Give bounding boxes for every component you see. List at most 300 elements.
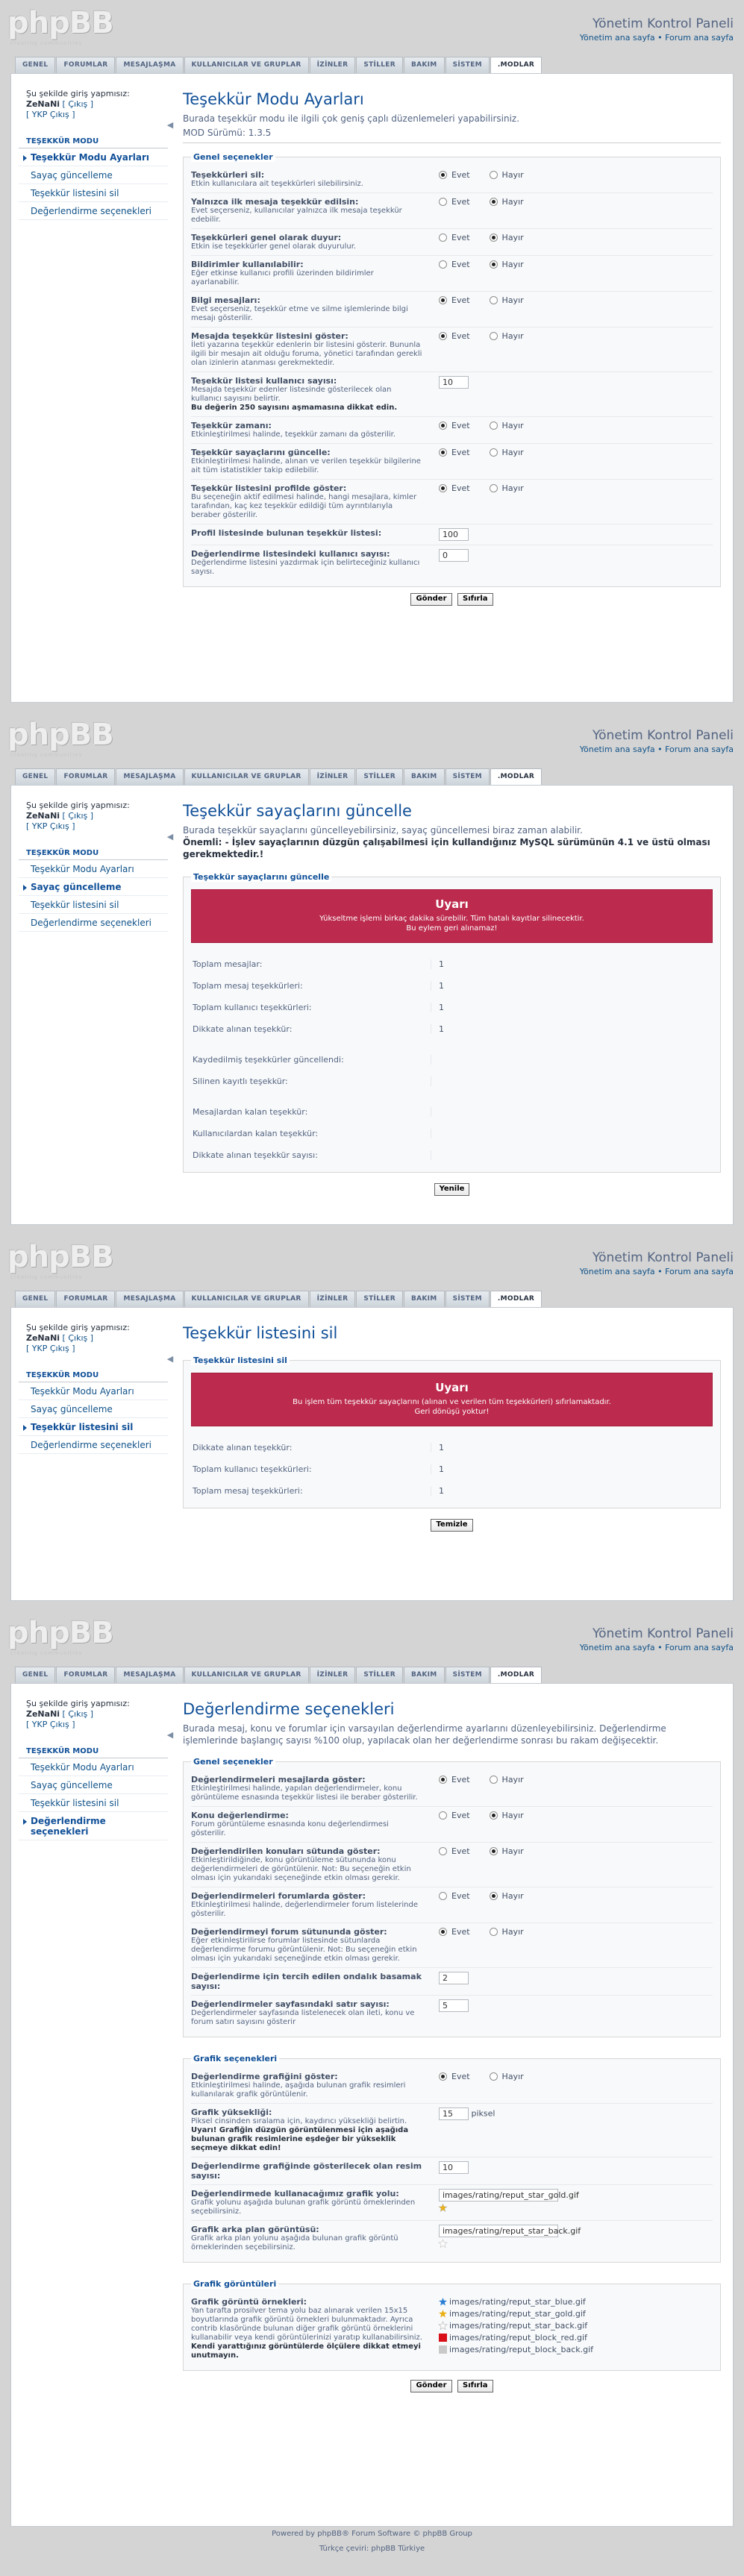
setting-label-block xyxy=(191,1891,431,1919)
image-samples-title: Grafik görüntü örnekleri: xyxy=(191,2297,307,2307)
sidebar xyxy=(19,89,174,220)
stat-row xyxy=(191,997,713,1018)
username[interactable]: ZeNaNi xyxy=(26,1333,60,1343)
tab-styles[interactable]: STİLLER xyxy=(356,1291,403,1308)
setting-title: Yalnızca ilk mesaja teşekkür edilsin: xyxy=(191,197,359,207)
header xyxy=(0,712,744,764)
panel-delete-list xyxy=(0,1234,744,1610)
stat-value: 1 xyxy=(439,1443,444,1452)
stat-label: Dikkate alınan teşekkür sayısı: xyxy=(191,1150,431,1160)
radio-no-label: Hayır xyxy=(501,421,524,430)
tab-maintenance[interactable]: BAKIM xyxy=(404,768,445,786)
setting-value xyxy=(431,1775,713,1802)
sidebar-item-delete-list[interactable]: Teşekkür listesini sil xyxy=(19,184,168,202)
sidebar-item-delete-list[interactable]: Teşekkür listesini sil xyxy=(19,1794,168,1812)
tab-permissions[interactable]: İZİNLER xyxy=(310,768,356,786)
reset-button[interactable]: Sıfırla xyxy=(457,593,493,606)
star-blue-icon xyxy=(439,2298,447,2306)
setting-label-block xyxy=(191,376,431,413)
radio-no[interactable] xyxy=(490,1846,524,1856)
star-gold-shape xyxy=(439,2310,447,2318)
radio-yes-button[interactable] xyxy=(439,1811,447,1820)
sidebar-item-counter-update[interactable]: Sayaç güncelleme xyxy=(19,166,168,184)
tab-forums[interactable]: FORUMLAR xyxy=(56,768,115,786)
graphic-images-fieldset xyxy=(183,2279,721,2371)
tab-maintenance[interactable]: BAKIM xyxy=(404,57,445,74)
radio-yes-label: Evet xyxy=(451,1927,470,1937)
stat-value xyxy=(431,1150,439,1160)
tab-messaging[interactable]: MESAJLAŞMA xyxy=(116,57,183,74)
submit-button[interactable]: Gönder xyxy=(410,593,451,606)
setting-value xyxy=(431,233,713,251)
warning-title: Uyarı xyxy=(435,1381,469,1394)
setting-label-block xyxy=(191,260,431,287)
username[interactable]: ZeNaNi xyxy=(26,99,60,109)
logo-subtitle: creating communities xyxy=(10,752,83,758)
setting-input[interactable]: 2 xyxy=(439,1972,469,1984)
setting-title: Teşekkür listesi kullanıcı sayısı: xyxy=(191,376,337,386)
radio-no-button[interactable] xyxy=(490,1811,498,1820)
page-title: Değerlendirme seçenekleri xyxy=(183,1700,395,1718)
stat-row xyxy=(191,1144,713,1166)
setting-description: Mesajda teşekkür edenler listesinde gösterilecek olan kullanıcı sayısını belirtir. xyxy=(191,386,392,403)
radio-no[interactable] xyxy=(490,1775,524,1784)
graphic-options-fieldset xyxy=(183,2054,721,2263)
header xyxy=(0,1610,744,1662)
radio-no-button[interactable] xyxy=(490,1892,498,1900)
radio-yes[interactable] xyxy=(439,421,470,430)
page-title: Teşekkür Modu Ayarları xyxy=(183,90,364,108)
setting-value xyxy=(431,2072,713,2099)
header-links[interactable]: Yönetim ana sayfa • Forum ana sayfa xyxy=(579,1267,734,1276)
radio-yes[interactable] xyxy=(439,1846,470,1856)
sidebar-item-counter-update[interactable]: Sayaç güncelleme xyxy=(19,878,168,896)
sidebar-item-settings[interactable]: Teşekkür Modu Ayarları xyxy=(19,860,168,878)
radio-yes-button[interactable] xyxy=(439,260,447,269)
phpbb-logo[interactable]: phpBB xyxy=(7,1240,113,1274)
radio-yes-button[interactable] xyxy=(439,448,447,457)
radio-yes-button[interactable] xyxy=(439,2072,447,2081)
sidebar-item-rating-options[interactable]: Değerlendirme seçenekleri xyxy=(19,202,168,220)
radio-no[interactable] xyxy=(490,448,524,457)
stat-row xyxy=(191,1049,713,1071)
stat-row xyxy=(191,975,713,997)
refresh-button[interactable]: Yenile xyxy=(434,1183,470,1196)
radio-yes[interactable] xyxy=(439,1775,470,1784)
setting-value xyxy=(431,528,713,541)
settings-rows xyxy=(191,166,713,580)
radio-no-button[interactable] xyxy=(490,171,498,179)
setting-title: Değerlendirme grafiğini göster: xyxy=(191,2072,338,2081)
radio-yes-label: Evet xyxy=(451,2072,470,2081)
setting-label-block xyxy=(191,1775,431,1802)
radio-no[interactable] xyxy=(490,295,524,305)
tab-bar xyxy=(15,1667,543,1684)
radio-yes[interactable] xyxy=(439,483,470,493)
acp-logout-link[interactable]: [ YKP Çıkış ] xyxy=(26,821,75,831)
tab-maintenance[interactable]: BAKIM xyxy=(404,1291,445,1308)
page-description: Burada teşekkür modu ile ilgili çok geniş çaplı düzenlemeleri yapabilirsiniz. xyxy=(183,113,520,124)
setting-row xyxy=(191,2185,713,2221)
setting-row xyxy=(191,545,713,580)
radio-yes-label: Evet xyxy=(451,421,470,430)
radio-yes-button[interactable] xyxy=(439,1892,447,1900)
setting-row xyxy=(191,1843,713,1887)
delete-list-fieldset xyxy=(183,1356,721,1508)
setting-title: Değerlendirmeyi forum sütununda göster: xyxy=(191,1927,387,1937)
fieldset-legend: Teşekkür listesini sil xyxy=(191,1356,290,1365)
radio-no[interactable] xyxy=(490,1927,524,1937)
submit-button[interactable]: Gönder xyxy=(410,2380,451,2392)
general-options-fieldset xyxy=(183,1757,721,2037)
radio-no[interactable] xyxy=(490,1811,524,1820)
radio-no[interactable] xyxy=(490,331,524,341)
sidebar-item-settings[interactable]: Teşekkür Modu Ayarları xyxy=(19,148,168,166)
setting-row xyxy=(191,2068,713,2104)
setting-title: Değerlendirmeleri forumlarda göster: xyxy=(191,1891,366,1901)
setting-row xyxy=(191,417,713,444)
page-body xyxy=(10,73,734,703)
radio-no-button[interactable] xyxy=(490,296,498,304)
radio-yes-button[interactable] xyxy=(439,1928,447,1936)
tab-general[interactable]: GENEL xyxy=(15,768,55,786)
sidebar-item-counter-update[interactable]: Sayaç güncelleme xyxy=(19,1776,168,1794)
logout-link[interactable]: [ Çıkış ] xyxy=(62,99,94,109)
setting-warning: Uyarı! Grafiğin düzgün görüntülenmesi için aşağıda bulunan grafik resimlerine eşdeğer bir yükseklik seçmeye dikkat edin! xyxy=(191,2126,409,2152)
tab-mods[interactable]: .MODLAR xyxy=(490,57,542,74)
radio-yes[interactable] xyxy=(439,295,470,305)
logout-link[interactable]: [ Çıkış ] xyxy=(62,811,94,821)
phpbb-logo[interactable]: phpBB xyxy=(7,1616,113,1650)
acp-logout-link[interactable]: [ YKP Çıkış ] xyxy=(26,1720,75,1729)
header-links[interactable]: Yönetim ana sayfa • Forum ana sayfa xyxy=(579,745,734,754)
radio-yes[interactable] xyxy=(439,331,470,341)
radio-yes[interactable] xyxy=(439,1811,470,1820)
radio-no[interactable] xyxy=(490,421,524,430)
setting-label-block xyxy=(191,2225,431,2252)
radio-no-button[interactable] xyxy=(490,198,498,206)
username[interactable]: ZeNaNi xyxy=(26,811,60,821)
collapse-menu-icon[interactable]: ◀ xyxy=(166,1730,174,1740)
setting-row xyxy=(191,480,713,524)
setting-title: Değerlendirmede kullanacağımız grafik yolu: xyxy=(191,2189,399,2199)
setting-title: Profil listesinde bulunan teşekkür listesi: xyxy=(191,528,382,538)
radio-no-button[interactable] xyxy=(490,1847,498,1855)
tab-permissions[interactable]: İZİNLER xyxy=(310,1667,356,1684)
radio-no[interactable] xyxy=(490,2072,524,2081)
tab-general[interactable]: GENEL xyxy=(15,1291,55,1308)
setting-description: Forum görüntüleme esnasında konu değerlendirmesi gösterilir. xyxy=(191,1820,389,1837)
logo-subtitle: creating communities xyxy=(10,40,83,46)
radio-yes[interactable] xyxy=(439,260,470,269)
setting-row xyxy=(191,166,713,193)
tab-users-groups[interactable]: KULLANICILAR VE GRUPLAR xyxy=(184,768,309,786)
radio-yes-button[interactable] xyxy=(439,198,447,206)
footer xyxy=(0,2527,744,2557)
radio-group xyxy=(439,483,713,495)
radio-no-button[interactable] xyxy=(490,2072,498,2081)
setting-label-block xyxy=(191,549,431,577)
setting-input[interactable]: 15 xyxy=(439,2108,469,2120)
tab-mods[interactable]: .MODLAR xyxy=(490,1291,542,1308)
fieldset-legend: Genel seçenekler xyxy=(191,1757,275,1767)
stat-row xyxy=(191,1101,713,1123)
sidebar xyxy=(19,1699,174,1840)
setting-description: Etkinleştirilmesi halinde, teşekkür zamanı da gösterilir. xyxy=(191,430,396,439)
radio-no-button[interactable] xyxy=(490,422,498,430)
stat-row xyxy=(191,1123,713,1144)
footer-powered: Powered by phpBB® Forum Software © phpBB Group xyxy=(272,2530,472,2538)
radio-yes-button[interactable] xyxy=(439,332,447,340)
login-info xyxy=(19,800,168,832)
header-links[interactable]: Yönetim ana sayfa • Forum ana sayfa xyxy=(579,33,734,43)
setting-input[interactable]: 10 xyxy=(439,376,469,389)
radio-no-label: Hayır xyxy=(501,260,524,269)
tab-messaging[interactable]: MESAJLAŞMA xyxy=(116,1291,183,1308)
sidebar-item-settings[interactable]: Teşekkür Modu Ayarları xyxy=(19,1758,168,1776)
tab-system[interactable]: SİSTEM xyxy=(446,57,490,74)
stat-row xyxy=(191,1018,713,1040)
star-gold-icon xyxy=(439,2310,447,2318)
setting-title: Değerlendirilen konuları sütunda göster: xyxy=(191,1846,381,1856)
setting-input[interactable]: 0 xyxy=(439,549,469,562)
setting-label-block xyxy=(191,295,431,323)
tab-general[interactable]: GENEL xyxy=(15,1667,55,1684)
collapse-menu-icon[interactable]: ◀ xyxy=(166,832,174,842)
acp-title: Yönetim Kontrol Paneli xyxy=(593,1250,734,1265)
radio-group xyxy=(439,421,713,432)
header xyxy=(0,0,744,52)
mod-version: MOD Sürümü: 1.3.5 xyxy=(183,128,721,143)
setting-description: Eğer etkinleştirilirse forumlar listesinde sütunlarda değerlendirme forumu görüntülenir. Not: Bu seçeneğin etkin olması için yukarıdaki seçeneğinde etkin olması gerekir. xyxy=(191,1937,417,1963)
radio-group xyxy=(439,1846,713,1858)
setting-description: Etkinleştirilmesi halinde, alınan ve verilen teşekkür bilgilerine ait tüm istatistikler takip edilebilir. xyxy=(191,457,421,474)
panel-counter-update xyxy=(0,712,744,1234)
setting-input[interactable]: 5 xyxy=(439,1999,469,2012)
stat-label: Toplam kullanıcı teşekkürleri: xyxy=(191,1003,431,1012)
radio-yes[interactable] xyxy=(439,1927,470,1937)
radio-yes[interactable] xyxy=(439,1891,470,1901)
setting-label-block xyxy=(191,421,431,439)
setting-row xyxy=(191,1923,713,1968)
radio-no-button[interactable] xyxy=(490,234,498,242)
setting-description: Evet seçerseniz, kullanıcılar yalnızca ilk mesaja teşekkür edebilir. xyxy=(191,207,402,224)
radio-no-button[interactable] xyxy=(490,332,498,340)
reset-button[interactable]: Sıfırla xyxy=(457,2380,493,2392)
setting-row xyxy=(191,1771,713,1807)
delete-stats xyxy=(191,1437,713,1502)
fieldset-legend: Grafik seçenekleri xyxy=(191,2054,279,2063)
radio-no-button[interactable] xyxy=(490,484,498,492)
setting-title: Değerlendirmeleri mesajlarda göster: xyxy=(191,1775,366,1784)
setting-value xyxy=(431,331,713,368)
tab-styles[interactable]: STİLLER xyxy=(356,57,403,74)
tab-forums[interactable]: FORUMLAR xyxy=(56,1667,115,1684)
image-path: images/rating/reput_star_back.gif xyxy=(449,2321,588,2331)
login-label: Şu şekilde giriş yapmısız: xyxy=(26,800,130,810)
setting-label-block xyxy=(191,197,431,225)
stat-row xyxy=(191,1437,713,1458)
stat-value xyxy=(431,1107,439,1117)
radio-no-button[interactable] xyxy=(490,260,498,269)
clear-button[interactable]: Temizle xyxy=(431,1519,472,1532)
logout-link[interactable]: [ Çıkış ] xyxy=(62,1333,94,1343)
radio-yes-label: Evet xyxy=(451,260,470,269)
page-title: Teşekkür sayaçlarını güncelle xyxy=(183,802,412,820)
radio-group xyxy=(439,1927,713,1938)
radio-yes-button[interactable] xyxy=(439,1847,447,1855)
setting-description: Etkinleştirilmesi halinde, yapılan değerlendirmeler, konu görüntüleme esnasında teşekkür listesi ile beraber gösterilir. xyxy=(191,1784,418,1802)
setting-label-block xyxy=(191,2161,431,2181)
setting-label-block xyxy=(191,1811,431,1838)
collapse-menu-icon[interactable]: ◀ xyxy=(166,120,174,130)
tab-users-groups[interactable]: KULLANICILAR VE GRUPLAR xyxy=(184,57,309,74)
page-description: Burada teşekkür sayaçlarını güncelleyebilirsiniz, sayaç güncellemesi biraz zaman alabilir. xyxy=(183,825,583,836)
tab-permissions[interactable]: İZİNLER xyxy=(310,1291,356,1308)
radio-no[interactable] xyxy=(490,197,524,207)
tab-forums[interactable]: FORUMLAR xyxy=(56,1291,115,1308)
stat-label: Toplam kullanıcı teşekkürleri: xyxy=(191,1464,431,1474)
sidebar-item-counter-update[interactable]: Sayaç güncelleme xyxy=(19,1400,168,1418)
tab-styles[interactable]: STİLLER xyxy=(356,1667,403,1684)
radio-yes[interactable] xyxy=(439,170,470,180)
page-body xyxy=(10,1683,734,2527)
acp-title: Yönetim Kontrol Paneli xyxy=(593,16,734,31)
tab-forums[interactable]: FORUMLAR xyxy=(56,57,115,74)
radio-yes-label: Evet xyxy=(451,1891,470,1901)
username[interactable]: ZeNaNi xyxy=(26,1709,60,1719)
setting-input[interactable]: 100 xyxy=(439,528,469,541)
radio-yes-button[interactable] xyxy=(439,171,447,179)
radio-yes-button[interactable] xyxy=(439,422,447,430)
setting-value xyxy=(431,549,713,577)
setting-description: Değerlendirmeler sayfasında listelenecek olan ileti, konu ve forum satırı sayısını gösterir xyxy=(191,2009,415,2026)
setting-label-block xyxy=(191,448,431,475)
radio-no[interactable] xyxy=(490,1891,524,1901)
setting-value xyxy=(431,421,713,439)
page-title: Teşekkür listesini sil xyxy=(183,1324,338,1342)
sidebar-item-delete-list[interactable]: Teşekkür listesini sil xyxy=(19,896,168,914)
header xyxy=(0,1234,744,1286)
setting-row xyxy=(191,292,713,328)
setting-row xyxy=(191,256,713,292)
radio-yes-button[interactable] xyxy=(439,484,447,492)
setting-title: Mesajda teşekkür listesini göster: xyxy=(191,331,348,341)
warning-message: Bu işlem tüm teşekkür sayaçlarını (alınan ve verilen tüm teşekkürleri) sıfırlamaktadır. xyxy=(293,1398,611,1406)
tab-permissions[interactable]: İZİNLER xyxy=(310,57,356,74)
radio-yes-button[interactable] xyxy=(439,296,447,304)
sidebar-item-settings[interactable]: Teşekkür Modu Ayarları xyxy=(19,1382,168,1400)
collapse-menu-icon[interactable]: ◀ xyxy=(166,1354,174,1364)
radio-group xyxy=(439,448,713,459)
stat-label: Kaydedilmiş teşekkürler güncellendi: xyxy=(191,1055,431,1065)
sidebar-item-delete-list[interactable]: Teşekkür listesini sil xyxy=(19,1418,168,1436)
radio-yes-button[interactable] xyxy=(439,234,447,242)
radio-no[interactable] xyxy=(490,170,524,180)
setting-row xyxy=(191,2221,713,2256)
form-buttons xyxy=(183,1183,721,1196)
stat-label: Silinen kayıtlı teşekkür: xyxy=(191,1077,431,1086)
logo-subtitle: creating communities xyxy=(10,1274,83,1280)
setting-row xyxy=(191,372,713,417)
radio-no-label: Hayır xyxy=(501,2072,524,2081)
tab-system[interactable]: SİSTEM xyxy=(446,1291,490,1308)
radio-group xyxy=(439,233,713,244)
stat-row xyxy=(191,1458,713,1480)
radio-no[interactable] xyxy=(490,260,524,269)
phpbb-logo[interactable]: phpBB xyxy=(7,718,113,752)
radio-group xyxy=(439,170,713,181)
radio-yes[interactable] xyxy=(439,233,470,242)
sidebar-item-rating-options[interactable]: Değerlendirme seçenekleri xyxy=(19,1812,168,1840)
radio-no-button[interactable] xyxy=(490,1928,498,1936)
tab-users-groups[interactable]: KULLANICILAR VE GRUPLAR xyxy=(184,1291,309,1308)
radio-yes[interactable] xyxy=(439,2072,470,2081)
radio-yes[interactable] xyxy=(439,448,470,457)
warning-message-2: Bu eylem geri alınamaz! xyxy=(406,924,498,933)
radio-no-button[interactable] xyxy=(490,1776,498,1784)
radio-yes[interactable] xyxy=(439,197,470,207)
tab-mods[interactable]: .MODLAR xyxy=(490,768,542,786)
fieldset-legend: Grafik görüntüleri xyxy=(191,2279,278,2289)
tab-system[interactable]: SİSTEM xyxy=(446,1667,490,1684)
tab-messaging[interactable]: MESAJLAŞMA xyxy=(116,1667,183,1684)
sidebar xyxy=(19,800,174,932)
warning-box xyxy=(191,1373,713,1426)
tab-general[interactable]: GENEL xyxy=(15,57,55,74)
radio-no-button[interactable] xyxy=(490,448,498,457)
tab-mods[interactable]: .MODLAR xyxy=(490,1667,542,1684)
counter-update-fieldset xyxy=(183,872,721,1173)
unit-label: piksel xyxy=(469,2108,496,2119)
block-red-icon xyxy=(439,2334,447,2342)
path-input[interactable]: images/rating/reput_star_back.gif xyxy=(439,2225,558,2237)
tab-maintenance[interactable]: BAKIM xyxy=(404,1667,445,1684)
main-content xyxy=(183,802,721,1196)
header-links[interactable]: Yönetim ana sayfa • Forum ana sayfa xyxy=(579,1643,734,1652)
setting-label-block xyxy=(191,170,431,189)
radio-no-label: Hayır xyxy=(501,1846,524,1856)
acp-logout-link[interactable]: [ YKP Çıkış ] xyxy=(26,1344,75,1353)
tab-styles[interactable]: STİLLER xyxy=(356,768,403,786)
setting-title: Değerlendirme için tercih edilen ondalık basamak sayısı: xyxy=(191,1972,422,1991)
tab-users-groups[interactable]: KULLANICILAR VE GRUPLAR xyxy=(184,1667,309,1684)
sidebar-item-rating-options[interactable]: Değerlendirme seçenekleri xyxy=(19,914,168,932)
radio-no[interactable] xyxy=(490,483,524,493)
menu-title: TEŞEKKÜR MODU xyxy=(19,847,168,860)
radio-yes-label: Evet xyxy=(451,1846,470,1856)
menu-title: TEŞEKKÜR MODU xyxy=(19,135,168,148)
setting-row xyxy=(191,2157,713,2185)
phpbb-logo[interactable]: phpBB xyxy=(7,6,113,40)
tab-system[interactable]: SİSTEM xyxy=(446,768,490,786)
setting-input[interactable]: 10 xyxy=(439,2161,469,2174)
preview-star-icon xyxy=(439,2204,713,2214)
path-input[interactable]: images/rating/reput_star_gold.gif xyxy=(439,2189,558,2201)
acp-logout-link[interactable]: [ YKP Çıkış ] xyxy=(26,110,75,119)
sidebar-item-rating-options[interactable]: Değerlendirme seçenekleri xyxy=(19,1436,168,1454)
setting-title: Değerlendirme grafiğinde gösterilecek olan resim sayısı: xyxy=(191,2161,422,2181)
setting-value xyxy=(431,2225,713,2252)
image-samples-row xyxy=(191,2293,713,2364)
setting-value xyxy=(431,1846,713,1883)
stat-row xyxy=(191,1071,713,1092)
image-path: images/rating/reput_block_red.gif xyxy=(449,2333,587,2342)
radio-yes-button[interactable] xyxy=(439,1776,447,1784)
logout-link[interactable]: [ Çıkış ] xyxy=(62,1709,94,1719)
tab-messaging[interactable]: MESAJLAŞMA xyxy=(116,768,183,786)
radio-no[interactable] xyxy=(490,233,524,242)
